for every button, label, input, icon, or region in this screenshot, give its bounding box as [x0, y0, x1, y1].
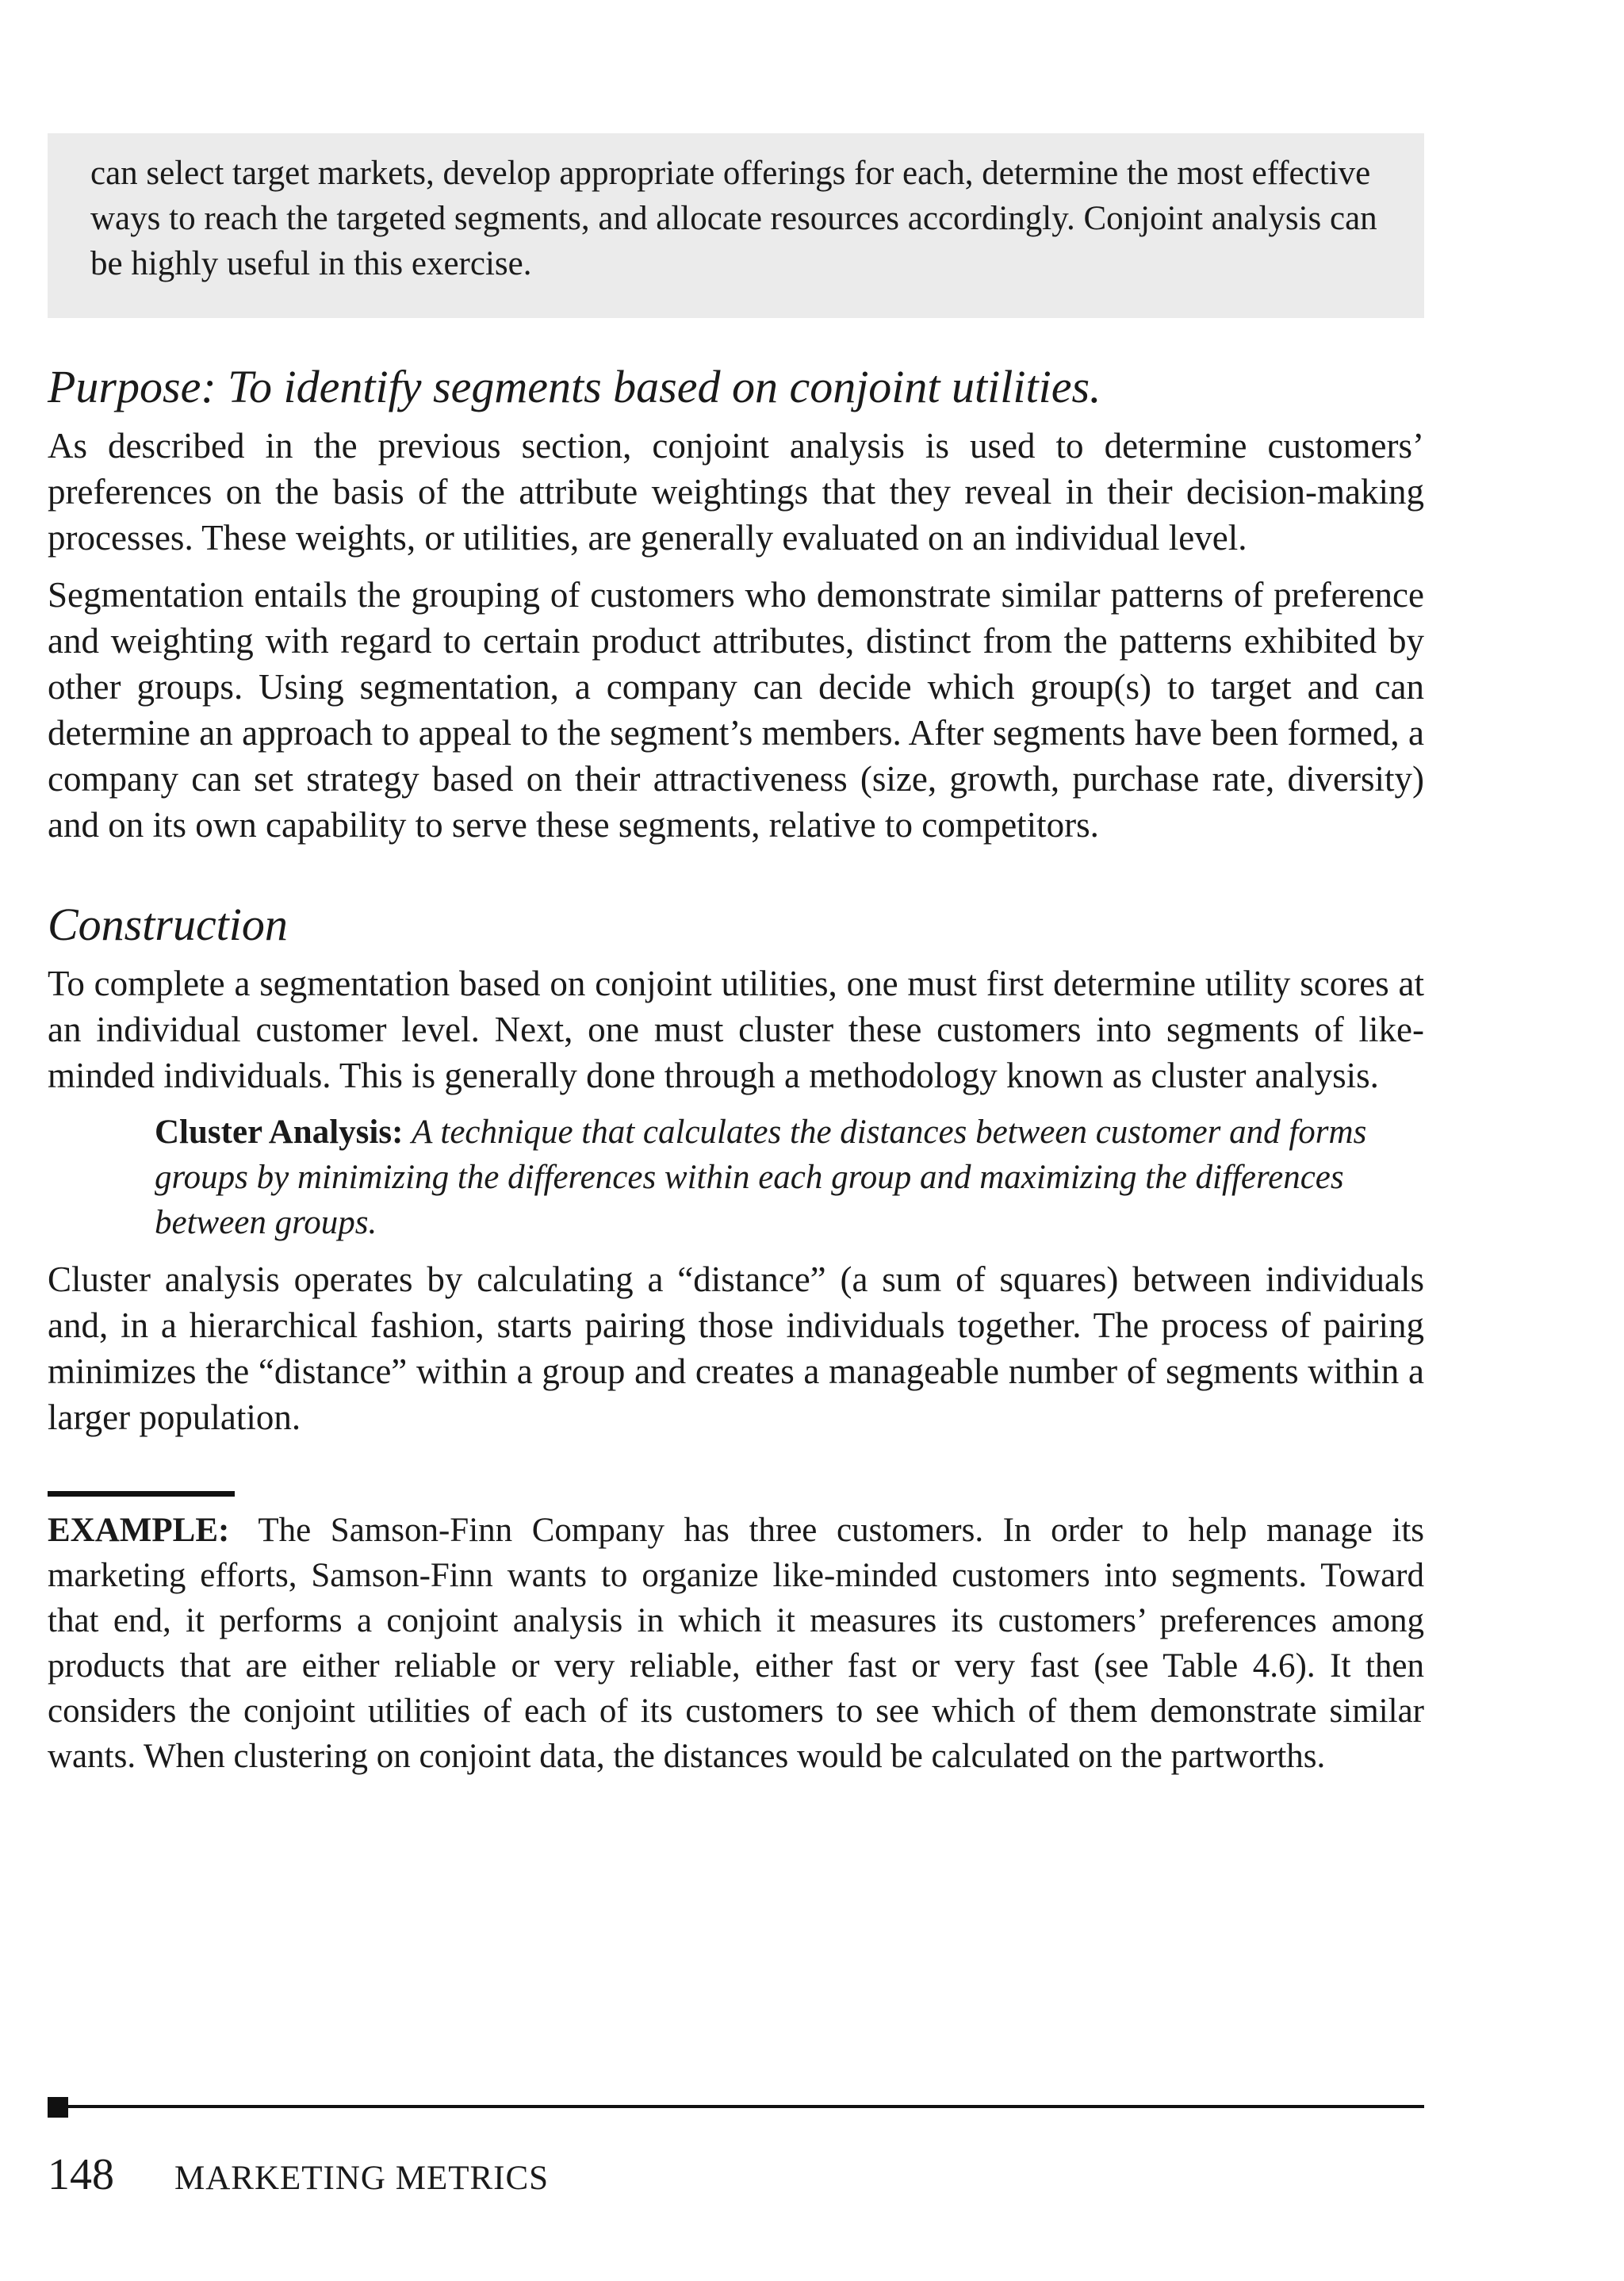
cluster-analysis-definition: [155, 1110, 1400, 1245]
definition-term: Cluster Analysis:: [155, 1114, 404, 1151]
purpose-paragraph-1: As described in the previous section, conjoint analysis is used to determine customers’ preferences on the basis of the attribute weightings that they reveal in their decision-making processes. These weights, or utilities, are generally evaluated on an individual level.: [48, 426, 1424, 558]
purpose-paragraph-2: Segmentation entails the grouping of customers who demonstrate similar patterns of preference and weighting with regard to certain product attributes, distinct from the patterns exhibited by other groups. Using segmentation, a company can decide which group(s) to target and can determine an approach to appeal to the segment’s members. After segments have been formed, a company can set strategy based on their attractiveness (size, growth, purchase rate, diversity) and on its own capability to serve these segments, relative to competitors.: [48, 575, 1424, 845]
footer-rule: [48, 2105, 1424, 2108]
construction-paragraph-2: Cluster analysis operates by calculating a “distance” (a sum of squares) between individuals and, in a hierarchical fashion, starts pairing those individuals together. The process of pairing minimizes the “distance” within a group and creates a manageable number of segments within a larger population.: [48, 1259, 1424, 1437]
example-label: EXAMPLE:: [48, 1512, 230, 1549]
footer-text: [48, 2151, 549, 2199]
construction-heading: Construction: [48, 899, 288, 950]
page-body: [48, 133, 1424, 1779]
example-rule: [48, 1491, 235, 1497]
construction-paragraph-1: To complete a segmentation based on conjoint utilities, one must first determine utility scores at an individual customer level. Next, one must cluster these customers into segments of like-minded individuals. This is generally done through a methodology known as cluster analysis.: [48, 964, 1424, 1095]
intro-box-text: can select target markets, develop appropriate offerings for each, determine the most effective ways to reach the targeted segments, and allocate resources accordingly. Conjoint analysis can be highly useful in this exercise.: [90, 155, 1377, 282]
running-head: MARKETING METRICS: [174, 2160, 550, 2197]
definition-text: A technique that calculates the distances between customer and forms groups by minimizing the differences within each group and maximizing the differences between groups.: [155, 1114, 1367, 1241]
intro-box: [48, 133, 1424, 318]
page-number: 148: [48, 2150, 114, 2199]
example-block: [48, 1508, 1424, 1779]
example-text: The Samson-Finn Company has three customers. In order to help manage its marketing efforts, Samson-Finn wants to organize like-minded customers into segments. Toward that end, it performs a conjoint analysis in which it measures its customers’ preferences among products that are either reliable or very reliable, either fast or very fast (see Table 4.6). It then considers the conjoint utilities of each of its customers to see which of them demonstrate similar wants. When clustering on conjoint data, the distances would be calculated on the partworths.: [48, 1512, 1424, 1775]
purpose-heading: Purpose: To identify segments based on conjoint utilities.: [48, 361, 1101, 412]
footer-square-marker: [48, 2097, 68, 2118]
